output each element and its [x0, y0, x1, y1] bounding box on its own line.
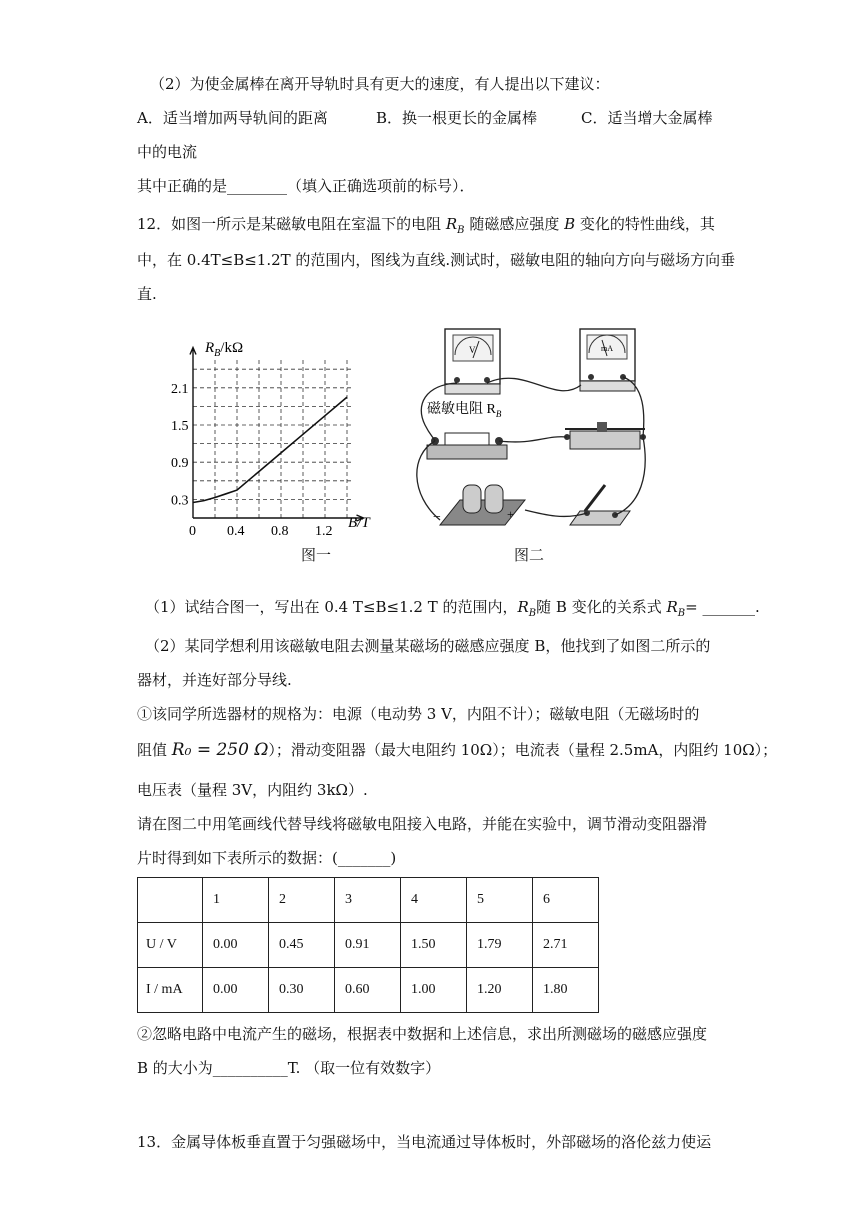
- equipment-spec-line1: ①该同学所选器材的规格为：电源（电动势 3 V，内阻不计）；磁敏电阻（无磁场时的: [137, 705, 700, 723]
- x-tick-label: 0.4: [227, 524, 245, 539]
- x-axis: [193, 515, 364, 521]
- table-cell: 0.30: [269, 968, 335, 1013]
- magnetoresistor-label: 磁敏电阻 $R_B$: [427, 402, 502, 419]
- equipment-spec-line3: 电压表（量程 3V，内阻约 3kΩ）.: [137, 781, 368, 799]
- table-row-voltage: [138, 923, 599, 968]
- table-cell: 0.91: [335, 923, 401, 968]
- ammeter: [580, 329, 635, 391]
- table-cell: 0.45: [269, 923, 335, 968]
- svg-text:mA: mA: [601, 344, 613, 353]
- figure-1-graph: [155, 330, 385, 540]
- x-tick-label: 1.2: [315, 524, 333, 539]
- option-c-continued: 中的电流: [137, 143, 198, 161]
- table-cell: 1: [203, 878, 269, 923]
- switch: [570, 485, 630, 525]
- y-axis-label: $R_B/k\Omega$: [205, 340, 244, 359]
- table-cell: 0.00: [203, 968, 269, 1013]
- x-axis-label: B/T: [348, 515, 370, 531]
- table-cell: 1.79: [467, 923, 533, 968]
- instruction-line2: 片时得到如下表所示的数据：(_______): [137, 849, 397, 867]
- table-cell: 2.71: [533, 923, 599, 968]
- part2-intro: （2）为使金属棒在离开导轨时具有更大的速度，有人提出以下建议：: [150, 75, 610, 93]
- table-cell: 0.60: [335, 968, 401, 1013]
- table-row-label: I / mA: [138, 968, 203, 1013]
- table-header-row: [138, 878, 599, 923]
- question-12-line3: 直.: [137, 285, 157, 303]
- table-cell: 0.00: [203, 923, 269, 968]
- y-tick-label: 0.9: [171, 456, 189, 472]
- magnetoresistor: [427, 433, 507, 459]
- part2-answer-blank: 其中正确的是________（填入正确选项前的标号）．: [137, 177, 475, 195]
- graph-grid: [193, 360, 353, 518]
- x-tick-label: 0.8: [271, 524, 289, 539]
- y-axis: [190, 348, 196, 519]
- sub-question-1: （1）试结合图一，写出在 0.4 T≤B≤1.2 T 的范围内，$R_B$随 B 变化的关系式 $R_B=$ _______.: [145, 598, 760, 619]
- battery: [433, 485, 525, 525]
- data-curve: [193, 397, 347, 502]
- x-tick-label: 0: [189, 524, 196, 539]
- table-cell: 3: [335, 878, 401, 923]
- table-cell: 1.50: [401, 923, 467, 968]
- table-cell: 4: [401, 878, 467, 923]
- table-cell: 1.00: [401, 968, 467, 1013]
- y-tick-label: 1.5: [171, 419, 189, 434]
- option-c: C．适当增大金属棒: [581, 109, 713, 127]
- table-cell: 1.20: [467, 968, 533, 1013]
- y-tick-label: 0.3: [171, 493, 189, 509]
- table-row-current: [138, 968, 599, 1013]
- graph-axes: [190, 348, 364, 522]
- svg-text:−: −: [433, 510, 441, 525]
- table-cell: 2: [269, 878, 335, 923]
- table-cell: 5: [467, 878, 533, 923]
- svg-text:+: +: [507, 507, 514, 521]
- question-12-line1: 12．如图一所示是某磁敏电阻在室温下的电阻 $R_B$ 随磁感应强度 B 变化的特性曲线，其: [137, 215, 715, 236]
- svg-text:V: V: [469, 345, 476, 355]
- option-b: B．换一根更长的金属棒: [376, 109, 538, 127]
- equipment-spec-line2: 阻值 R₀ = 250 Ω）；滑动变阻器（最大电阻约 10Ω）；电流表（量程 2.5mA，内阻约 10Ω）；: [137, 740, 778, 760]
- table-cell: 6: [533, 878, 599, 923]
- figure-2-apparatus: [405, 325, 655, 535]
- figure-1-caption: 图一: [301, 546, 332, 564]
- sub-question-2-line2: 器材，并连好部分导线.: [137, 671, 292, 689]
- voltmeter: [445, 329, 500, 394]
- figure-2-caption: 图二: [514, 546, 545, 564]
- table-row-label: U / V: [138, 923, 203, 968]
- table-cell: [138, 878, 203, 923]
- calculation-line1: ②忽略电路中电流产生的磁场，根据表中数据和上述信息，求出所测磁场的磁感应强度: [137, 1025, 708, 1043]
- calculation-line2: B 的大小为__________T. （取一位有效数字）: [137, 1059, 441, 1077]
- sub-question-2-line1: （2）某同学想利用该磁敏电阻去测量某磁场的磁感应强度 B，他找到了如图二所示的: [145, 637, 711, 655]
- table-cell: 1.80: [533, 968, 599, 1013]
- rheostat: [564, 422, 646, 449]
- instruction-line1: 请在图二中用笔画线代替导线将磁敏电阻接入电路，并能在实验中，调节滑动变阻器滑: [137, 815, 708, 833]
- data-table: [137, 877, 599, 1013]
- option-a: A．适当增加两导轨间的距离: [137, 109, 328, 127]
- y-tick-label: 2.1: [171, 381, 189, 397]
- question-13: 13．金属导体板垂直置于匀强磁场中，当电流通过导体板时，外部磁场的洛伦兹力使运: [137, 1133, 712, 1151]
- question-12-line2: 中，在 0.4T≤B≤1.2T 的范围内，图线为直线.测试时，磁敏电阻的轴向方向与磁场方向垂: [137, 251, 736, 269]
